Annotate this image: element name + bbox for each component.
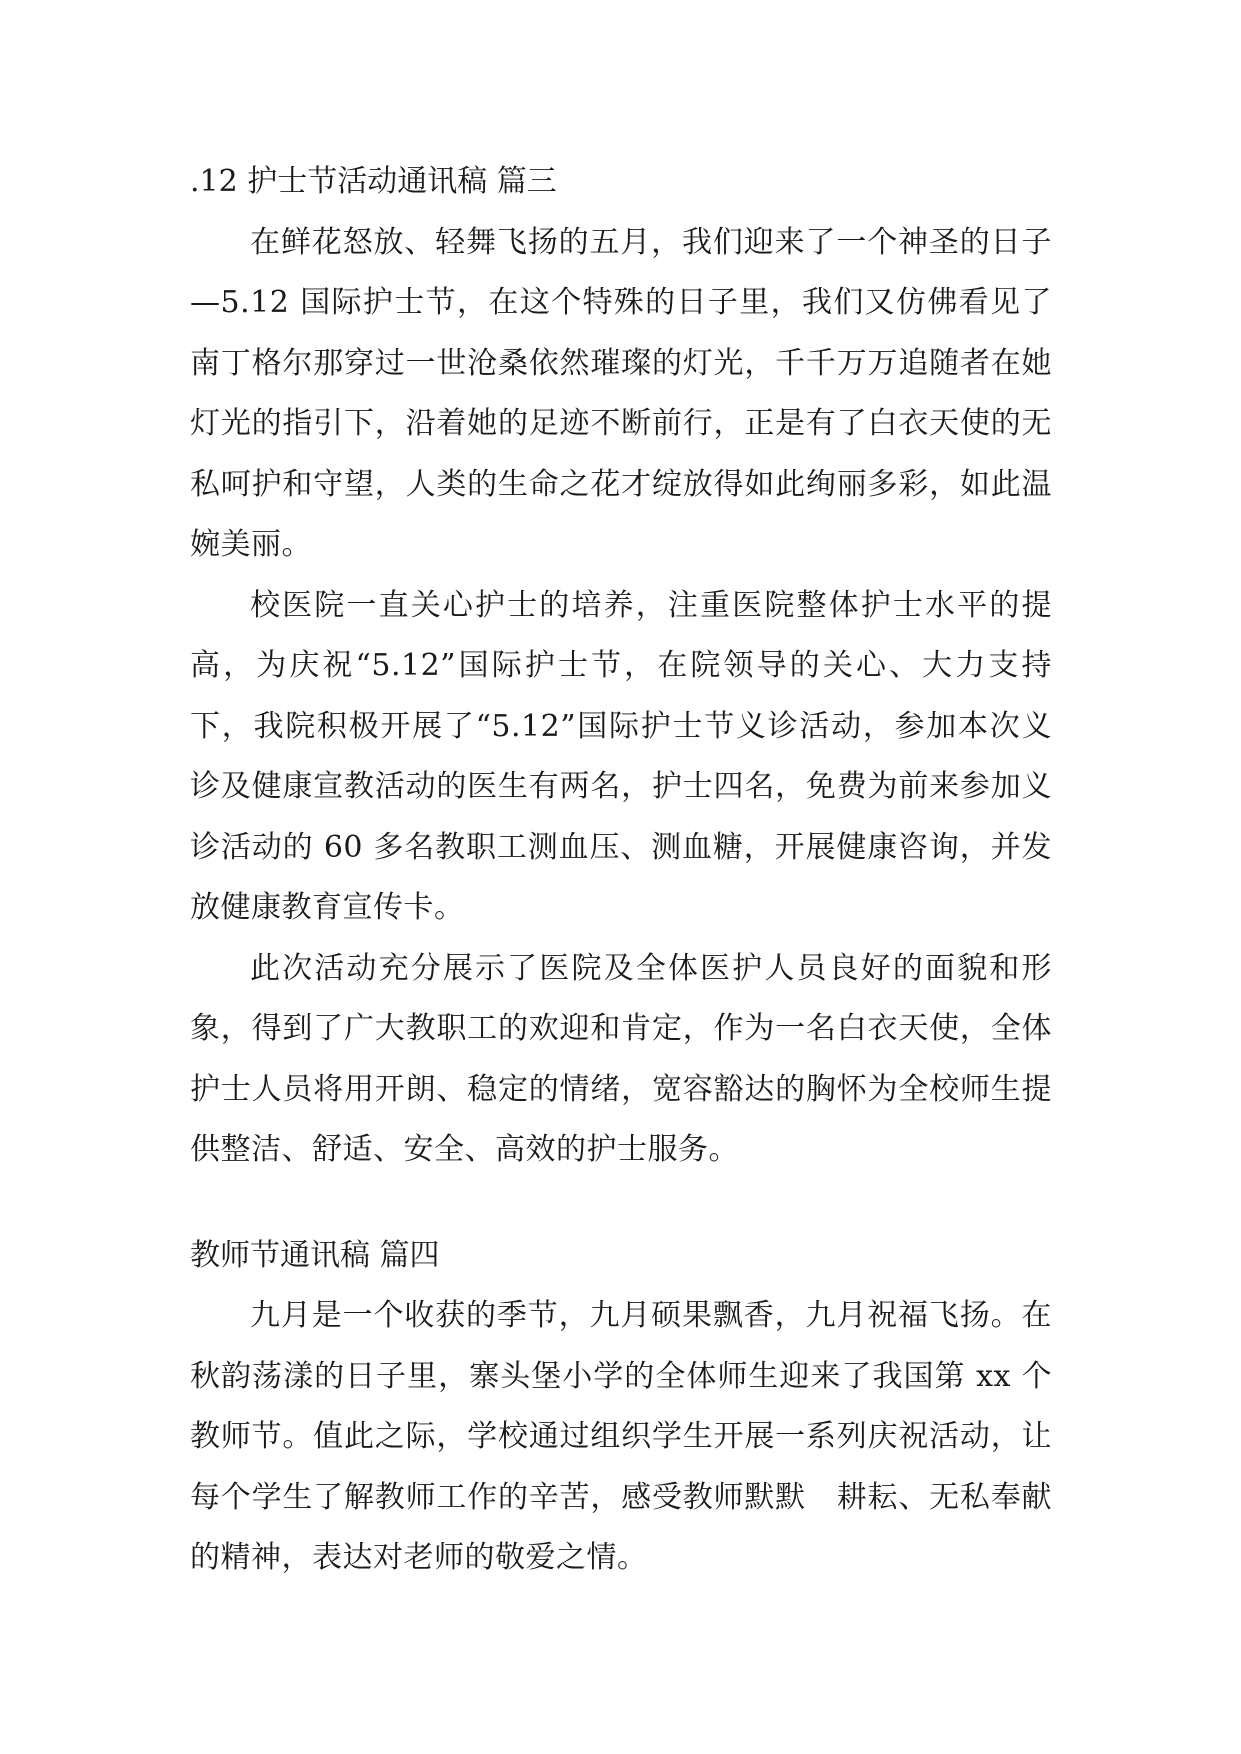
- section-nurses-day: [190, 152, 1052, 1181]
- paragraph: 在鲜花怒放、轻舞飞扬的五月，我们迎来了一个神圣的日子—5.12 国际护士节，在这个特殊的日子里，我们又仿佛看见了南丁格尔那穿过一世沧桑依然璀璨的灯光，千千万万追随者在她灯光的指引下，沿着她的足迹不断前行，正是有了白衣天使的无私呵护和守望，人类的生命之花才绽放得如此绚丽多彩，如此温婉美丽。: [190, 224, 1052, 562]
- document-body: [190, 152, 1052, 1589]
- paragraph: 此次活动充分展示了医院及全体医护人员良好的面貌和形象，得到了广大教职工的欢迎和肯定，作为一名白衣天使，全体护士人员将用开朗、稳定的情绪，宽容豁达的胸怀为全校师生提供整洁、舒适、安全、高效的护士服务。: [190, 950, 1052, 1167]
- paragraph: 校医院一直关心护士的培养，注重医院整体护士水平的提高，为庆祝“5.12”国际护士节，在院领导的关心、大力支持下，我院积极开展了“5.12”国际护士节义诊活动，参加本次义诊及健康宣教活动的医生有两名，护士四名，免费为前来参加义诊活动的 60 多名教职工测血压、测血糖，开展健康咨询，并发放健康教育宣传卡。: [190, 587, 1052, 925]
- paragraph: 九月是一个收获的季节，九月硕果飘香，九月祝福飞扬。在秋韵荡漾的日子里，寨头堡小学的全体师生迎来了我国第 xx 个教师节。值此之际，学校通过组织学生开展一系列庆祝活动，让每个学生了解教师工作的辛苦，感受教师默默 耕耘、无私奉献的精神，表达对老师的敬爱之情。: [190, 1298, 1052, 1575]
- section-spacer: [190, 1181, 1052, 1226]
- section-teachers-day: [190, 1226, 1052, 1589]
- section-heading: 教师节通讯稿 篇四: [190, 1237, 440, 1273]
- section-heading: .12 护士节活动通讯稿 篇三: [190, 164, 557, 199]
